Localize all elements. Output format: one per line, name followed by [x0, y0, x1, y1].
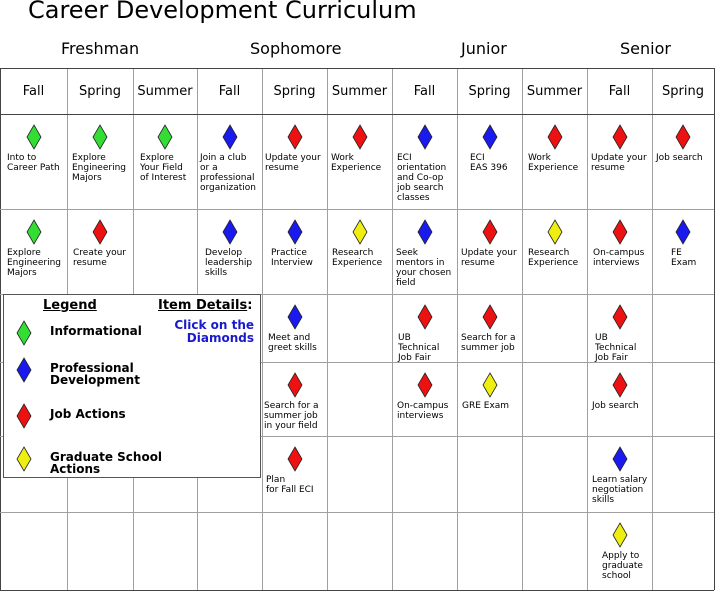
semester-header: Fall	[22, 84, 45, 99]
curriculum-item[interactable]	[592, 363, 656, 411]
item-details-colon: :	[247, 298, 253, 313]
diamond-icon[interactable]	[417, 372, 433, 398]
diamond-icon[interactable]	[482, 219, 498, 245]
diamond-icon[interactable]	[92, 124, 108, 150]
diamond-icon[interactable]	[352, 124, 368, 150]
diamond-icon[interactable]	[287, 219, 303, 245]
page-title: Career Development Curriculum	[28, 0, 417, 24]
semester-header: Fall	[413, 84, 436, 99]
item-label: Meet and greet skills	[268, 333, 317, 353]
legend-title: Legend	[43, 298, 97, 313]
diamond-icon[interactable]	[675, 124, 691, 150]
diamond-icon[interactable]	[92, 219, 108, 245]
curriculum-item[interactable]	[461, 295, 525, 353]
diamond-icon[interactable]	[222, 124, 238, 150]
curriculum-item[interactable]	[671, 210, 715, 268]
diamond-icon[interactable]	[612, 219, 628, 245]
diamond-icon[interactable]	[547, 219, 563, 245]
diamond-icon[interactable]	[612, 372, 628, 398]
item-label: Into to Career Path	[7, 153, 60, 173]
curriculum-item[interactable]	[140, 115, 204, 183]
legend-label: Graduate School Actions	[50, 450, 163, 476]
diamond-icon[interactable]	[287, 372, 303, 398]
item-label: On-campus interviews	[593, 248, 645, 268]
curriculum-item[interactable]	[396, 210, 460, 288]
curriculum-item[interactable]	[462, 363, 526, 411]
item-label: Learn salary negotiation skills	[592, 475, 648, 505]
item-label: ECI EAS 396	[470, 153, 508, 173]
semester-header: Summer	[331, 84, 388, 99]
item-label: Job search	[592, 401, 639, 411]
diamond-icon[interactable]	[547, 124, 563, 150]
semester-header: Spring	[79, 84, 121, 99]
diamond-icon[interactable]	[612, 304, 628, 330]
item-label: Update your resume	[265, 153, 321, 173]
item-label: Seek mentors in your chosen field	[396, 248, 452, 288]
item-label: Explore Engineering Majors	[7, 248, 61, 278]
item-label: Explore Engineering Majors	[72, 153, 126, 183]
diamond-icon[interactable]	[417, 304, 433, 330]
item-label: Join a club or a professional organization	[200, 153, 256, 193]
curriculum-item[interactable]	[398, 295, 462, 363]
item-label: Update your resume	[591, 153, 647, 173]
legend-diamond-icon	[16, 403, 32, 429]
curriculum-item[interactable]	[7, 210, 71, 278]
year-sophomore: Sophomore	[250, 39, 342, 58]
curriculum-item[interactable]	[268, 295, 332, 353]
diamond-icon[interactable]	[482, 124, 498, 150]
item-label: Practice Interview	[271, 248, 313, 268]
item-label: UB Technical Job Fair	[398, 333, 440, 363]
curriculum-item[interactable]	[656, 115, 715, 163]
semester-header: Spring	[273, 84, 316, 99]
curriculum-item[interactable]	[397, 363, 461, 421]
curriculum-item[interactable]	[470, 115, 534, 173]
diamond-icon[interactable]	[352, 219, 368, 245]
item-label: Research Experience	[332, 248, 383, 268]
curriculum-item[interactable]	[397, 115, 461, 203]
item-label: On-campus interviews	[397, 401, 449, 421]
item-label: FE Exam	[671, 248, 697, 268]
legend-panel	[3, 294, 261, 478]
diamond-icon[interactable]	[612, 522, 628, 548]
curriculum-item[interactable]	[271, 210, 335, 268]
curriculum-item[interactable]	[528, 210, 592, 268]
curriculum-item[interactable]	[592, 437, 656, 505]
curriculum-item[interactable]	[73, 210, 137, 268]
item-label: Apply to graduate school	[602, 551, 643, 581]
year-junior: Junior	[461, 39, 507, 58]
item-label: Explore Your Field of Interest	[140, 153, 187, 183]
semester-header: Spring	[468, 84, 511, 99]
diamond-icon[interactable]	[612, 446, 628, 472]
curriculum-item[interactable]	[200, 115, 264, 193]
item-label: Search for a summer job	[461, 333, 516, 353]
semester-header: Summer	[137, 84, 193, 99]
item-label: Work Experience	[331, 153, 382, 173]
item-label: Research Experience	[528, 248, 579, 268]
diamond-icon[interactable]	[612, 124, 628, 150]
diamond-icon[interactable]	[675, 219, 691, 245]
curriculum-item[interactable]	[205, 210, 269, 278]
diamond-icon[interactable]	[287, 446, 303, 472]
item-label: Plan for Fall ECI	[266, 475, 314, 495]
item-label: Create your resume	[73, 248, 127, 268]
item-label: Search for a summer job in your field	[264, 401, 319, 431]
click-instructions: Click on the Diamonds	[174, 318, 254, 345]
diamond-icon[interactable]	[222, 219, 238, 245]
diamond-icon[interactable]	[26, 219, 42, 245]
item-details-title	[158, 298, 252, 313]
year-freshman: Freshman	[61, 39, 140, 58]
diamond-icon[interactable]	[26, 124, 42, 150]
item-label: Work Experience	[528, 153, 579, 173]
legend-label: Job Actions	[50, 407, 126, 421]
diamond-icon[interactable]	[287, 124, 303, 150]
item-label: Job search	[656, 153, 703, 163]
curriculum-item[interactable]	[331, 115, 395, 173]
curriculum-item[interactable]	[595, 295, 659, 363]
semester-header: Spring	[662, 84, 704, 99]
curriculum-item[interactable]	[72, 115, 136, 183]
diamond-icon[interactable]	[482, 372, 498, 398]
curriculum-item[interactable]	[265, 115, 329, 173]
item-label: UB Technical Job Fair	[595, 333, 637, 363]
curriculum-item[interactable]	[461, 210, 525, 268]
item-label: GRE Exam	[462, 401, 510, 411]
legend-label: Professional Development	[50, 361, 140, 387]
curriculum-item[interactable]	[7, 115, 71, 173]
semester-header: Fall	[608, 84, 631, 99]
item-label: Develop leadership skills	[205, 248, 253, 278]
curriculum-item[interactable]	[332, 210, 396, 268]
curriculum-item[interactable]	[602, 513, 666, 581]
legend-diamond-icon	[16, 320, 32, 346]
year-senior: Senior	[620, 39, 671, 58]
diamond-icon[interactable]	[417, 219, 433, 245]
legend-label: Informational	[50, 324, 142, 338]
curriculum-item[interactable]	[266, 437, 330, 495]
diamond-icon[interactable]	[157, 124, 173, 150]
item-label: Update your resume	[461, 248, 517, 268]
curriculum-item[interactable]	[593, 210, 657, 268]
semester-header: Summer	[526, 84, 583, 99]
diamond-icon[interactable]	[287, 304, 303, 330]
legend-diamond-icon	[16, 357, 32, 383]
diamond-icon[interactable]	[417, 124, 433, 150]
semester-header: Fall	[218, 84, 241, 99]
curriculum-item[interactable]	[528, 115, 592, 173]
diamond-icon[interactable]	[482, 304, 498, 330]
legend-diamond-icon	[16, 446, 32, 472]
item-label: ECI orientation and Co-op job search classes	[397, 153, 447, 203]
item-details-label: Item Details	[158, 298, 248, 313]
curriculum-item[interactable]	[264, 363, 328, 431]
curriculum-item[interactable]	[591, 115, 655, 173]
